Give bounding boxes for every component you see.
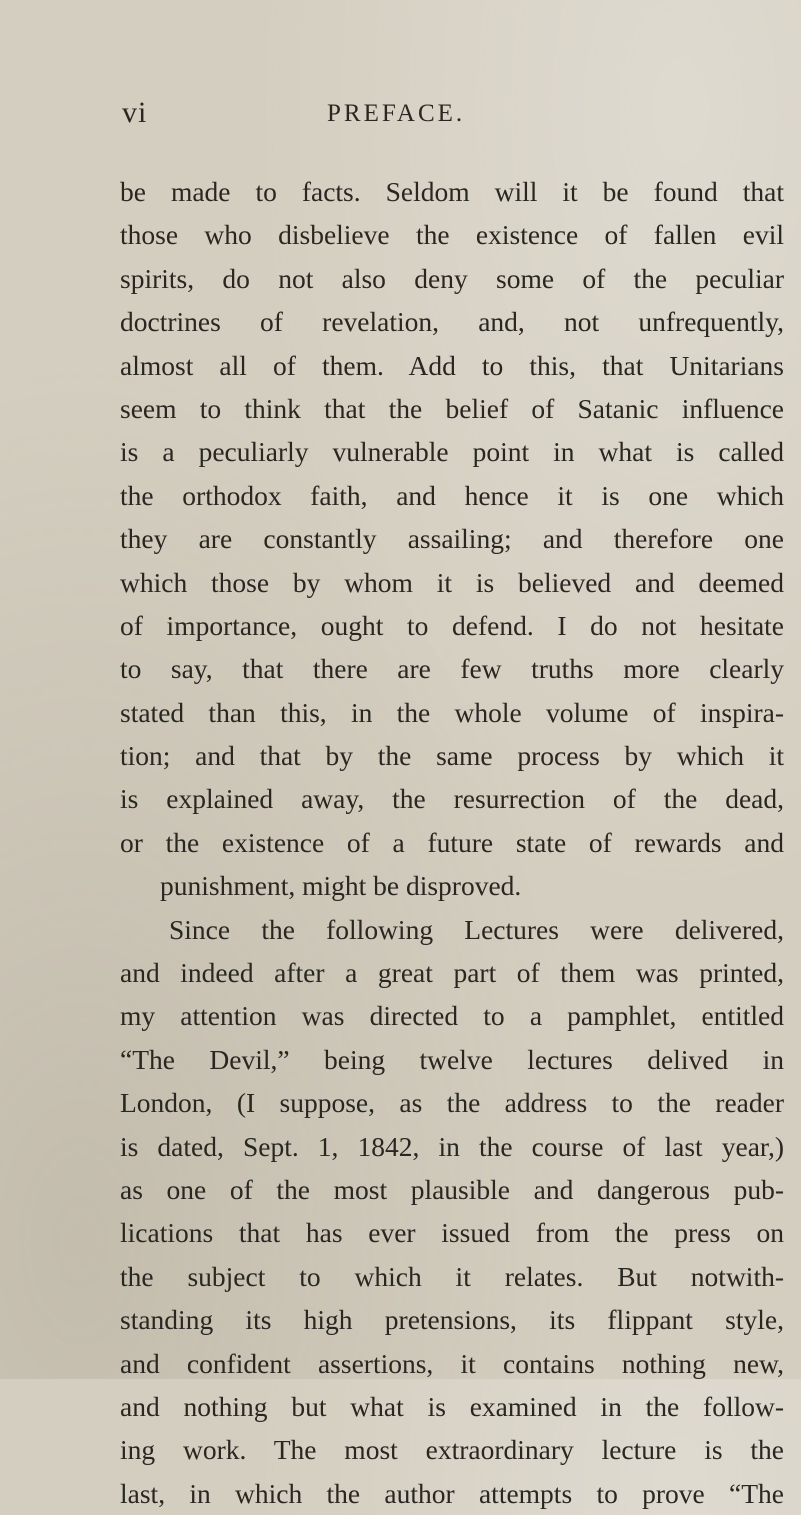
page-header xyxy=(122,96,682,136)
text-line: to say, that there are few truths more clearly xyxy=(120,653,784,685)
text-line: my attention was directed to a pamphlet, entitled xyxy=(120,1000,784,1032)
text-line: tion; and that by the same process by which it xyxy=(120,740,784,772)
page-number: vi xyxy=(122,96,148,129)
text-line: of importance, ought to defend. I do not hesitate xyxy=(120,609,784,641)
text-line: is a peculiarly vulnerable point in what is called xyxy=(120,436,784,468)
text-line: London, (I suppose, as the address to the reader xyxy=(120,1087,784,1119)
text-line: those who disbelieve the existence of fallen evil xyxy=(120,219,784,251)
text-line: be made to facts. Seldom will it be found that xyxy=(120,176,784,207)
text-line: as one of the most plausible and dangerous pub- xyxy=(120,1173,784,1205)
text-line: the orthodox faith, and hence it is one which xyxy=(120,479,784,511)
text-line: seem to think that the belief of Satanic influence xyxy=(120,392,784,424)
text-line: which those by whom it is believed and deemed xyxy=(120,566,784,598)
text-line: “The Devil,” being twelve lectures delived in xyxy=(120,1043,784,1075)
text-line: ing work. The most extraordinary lecture is the xyxy=(120,1434,784,1466)
text-line: standing its high pretensions, its flippant style, xyxy=(120,1304,784,1336)
text-line: doctrines of revelation, and, not unfrequently, xyxy=(120,306,784,338)
text-line: or the existence of a future state of rewards and xyxy=(120,826,784,858)
text-line: almost all of them. Add to this, that Unitarians xyxy=(120,349,784,381)
text-line: they are constantly assailing; and therefore one xyxy=(120,523,784,555)
paragraph-start-line: Since the following Lectures were delivered, xyxy=(169,913,784,945)
body-text xyxy=(120,170,784,1515)
text-line: the subject to which it relates. But notwith- xyxy=(120,1260,784,1292)
text-line: and nothing but what is examined in the follow- xyxy=(120,1390,784,1422)
running-head: PREFACE. xyxy=(327,100,466,127)
text-line: stated than this, in the whole volume of inspira- xyxy=(120,696,784,728)
text-line: lications that has ever issued from the press on xyxy=(120,1217,784,1249)
text-line: is explained away, the resurrection of the dead, xyxy=(120,783,784,815)
text-line: spirits, do not also deny some of the peculiar xyxy=(120,262,784,294)
text-line: punishment, might be disproved. xyxy=(160,870,522,902)
text-line: and confident assertions, it contains nothing new, xyxy=(120,1347,784,1379)
text-line: and indeed after a great part of them was printed, xyxy=(120,957,784,989)
text-line: is dated, Sept. 1, 1842, in the course of last year,) xyxy=(120,1130,784,1162)
text-line: last, in which the author attempts to prove “The xyxy=(120,1477,784,1509)
